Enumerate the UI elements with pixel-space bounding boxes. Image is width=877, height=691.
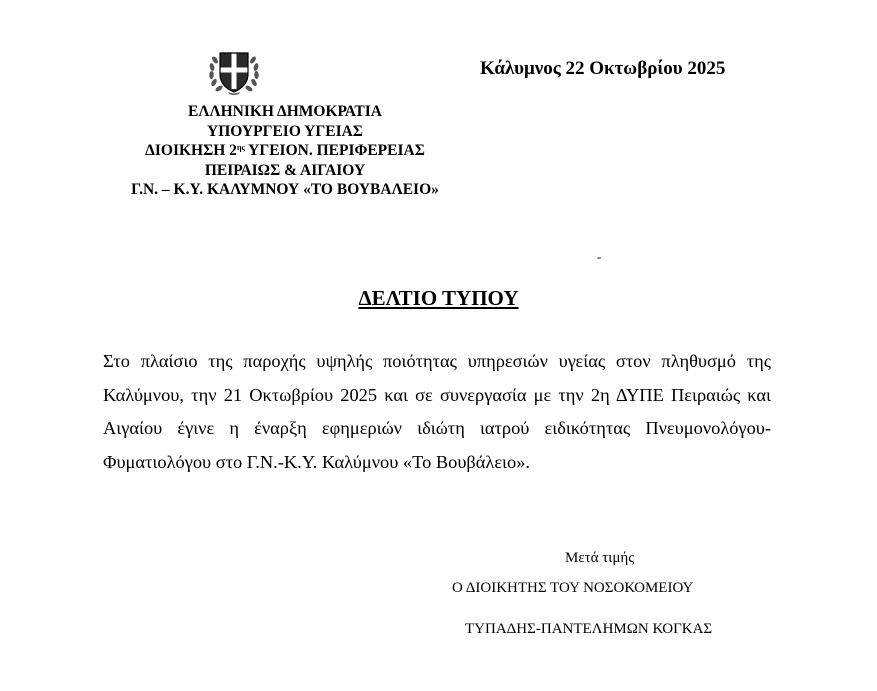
director-title: Ο ΔΙΟΙΚΗΤΗΣ ΤΟΥ ΝΟΣΟΚΟΜΕΙΟΥ <box>452 580 694 596</box>
body-paragraph: Στο πλαίσιο της παροχής υψηλής ποιότητας υπηρεσιών υγείας στον πληθυσμό της Καλύμνου, την 21 Οκτωβρίου 2025 και σε συνεργασία με την 2η ΔΥΠΕ Πειραιώς και Αιγαίου έγινε η έναρξη εφημεριών ιδιώτη ιατρού ειδικότητας Πνευμονολόγου-Φυματιολόγου στο Γ.Ν.-Κ.Υ. Καλύμνου «Το Βουβάλειο». <box>103 351 771 472</box>
ordinal-superscript: ης <box>236 143 245 152</box>
administration-prefix: ΔΙΟΙΚΗΣΗ 2 <box>145 142 237 159</box>
document-title: ΔΕΛΤΙΟ ΤΥΠΟΥ <box>358 286 519 310</box>
republic-line: ΕΛΛΗΝΙΚΗ ΔΗΜΟΚΡΑΤΙΑ <box>188 103 382 120</box>
date-line: Κάλυμνος 22 Οκτωβρίου 2025 <box>480 58 726 79</box>
closing-salutation: Μετά τιμής <box>565 550 635 566</box>
hospital-line: Γ.Ν. – Κ.Υ. ΚΑΛΥΜΝΟΥ «ΤΟ ΒΟΥΒΑΛΕΙΟ» <box>131 181 439 198</box>
region-line: ΠΕΙΡΑΙΩΣ & ΑΙΓΑΙΟΥ <box>204 161 366 179</box>
director-name: ΤΥΠΑΔΗΣ-ΠΑΝΤΕΛΗΜΩΝ ΚΟΓΚΑΣ <box>465 621 713 637</box>
greek-state-emblem-icon <box>206 48 262 96</box>
dash-mark: - <box>597 249 602 264</box>
ministry-line: ΥΠΟΥΡΓΕΙΟ ΥΓΕΙΑΣ <box>207 122 363 140</box>
administration-line <box>70 141 500 161</box>
administration-suffix: ΥΓΕΙΟΝ. ΠΕΡΙΦΕΡΕΙΑΣ <box>244 142 425 159</box>
issuer-header <box>70 102 500 200</box>
